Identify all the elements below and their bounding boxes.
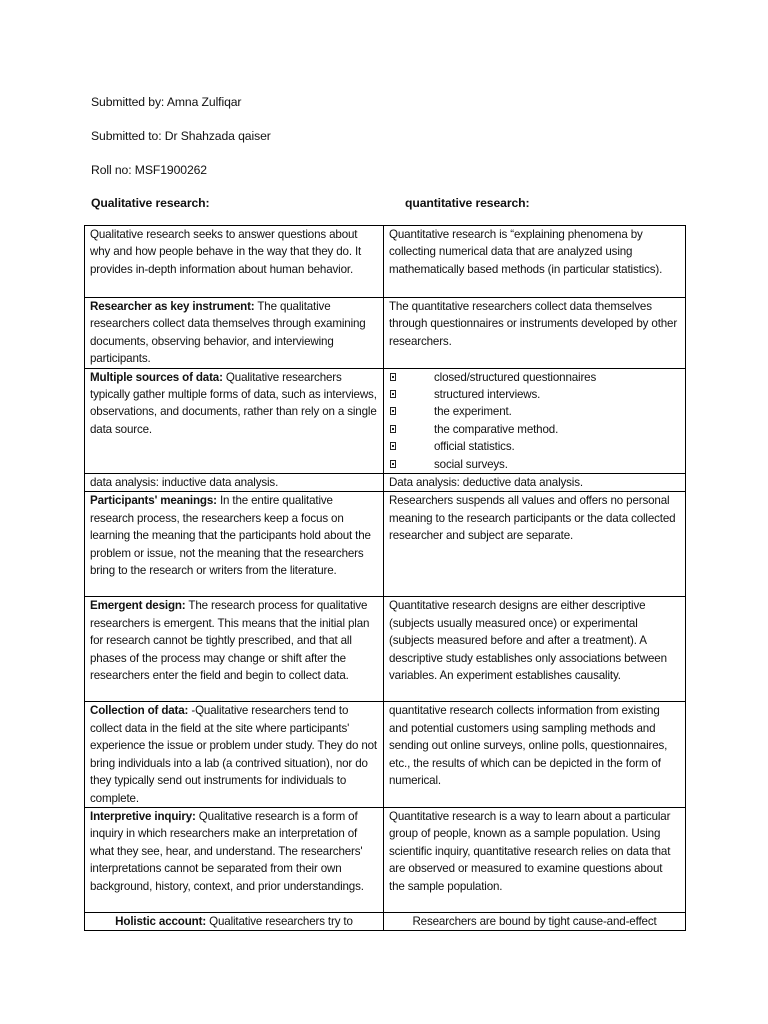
cell-text: The quantitative researchers collect data themselves through questionnaires or instruments developed by other researchers. bbox=[389, 300, 678, 348]
list-item bbox=[389, 456, 680, 473]
cell-text: data analysis: inductive data analysis. bbox=[90, 476, 279, 490]
cell-label: Researcher as key instrument: bbox=[90, 300, 255, 313]
quantitative-cell bbox=[384, 912, 686, 930]
quantitative-cell bbox=[384, 702, 686, 807]
cell-text: The qualitative researchers collect data themselves through examining documents, observing behavior, and interviewing participants. bbox=[90, 300, 366, 366]
table-row bbox=[85, 226, 686, 298]
list-item-text: official statistics. bbox=[434, 440, 515, 454]
table-row bbox=[85, 597, 686, 702]
cell-label: Interpretive inquiry: bbox=[90, 809, 196, 823]
bullet-icon bbox=[390, 425, 396, 433]
list-item-text: closed/structured questionnaires bbox=[434, 370, 597, 384]
cell-text: Quantitative research is “explaining phenomena by collecting numerical data that are analyzed using mathematically based methods (in particular statistics). bbox=[389, 228, 663, 276]
cell-label: Emergent design: bbox=[90, 599, 186, 613]
table-row bbox=[85, 702, 686, 807]
list-item-text: structured interviews. bbox=[434, 388, 541, 402]
list-item bbox=[389, 386, 680, 403]
quantitative-cell bbox=[384, 474, 686, 492]
list-item-text: the comparative method. bbox=[434, 422, 559, 436]
quantitative-cell bbox=[384, 597, 686, 702]
cell-text: Qualitative research seeks to answer questions about why and how people behave in the way that they do. It provides in-depth information about human behavior. bbox=[90, 228, 362, 276]
submitted-by: Submitted by: Amna Zulfiqar bbox=[91, 95, 242, 109]
cell-label: Multiple sources of data: bbox=[90, 370, 223, 384]
cell-label: Participants' meanings: bbox=[90, 494, 217, 508]
cell-label: Holistic account: bbox=[115, 914, 207, 928]
list-item bbox=[389, 421, 680, 438]
cell-text: Qualitative researchers try to bbox=[206, 914, 353, 928]
cell-text: quantitative research collects information from existing and potential customers using sampling methods and sending out online surveys, online polls, questionnaires, etc., the results of which can be depicted in the form of numerical. bbox=[389, 704, 668, 788]
cell-text: Quantitative research designs are either descriptive (subjects usually measured once) or experimental (subjects measured before and after a treatment). A descriptive study establishes only associations between variables. An experiment establishes causality. bbox=[389, 599, 667, 683]
bullet-icon bbox=[390, 460, 396, 468]
quantitative-heading: quantitative research: bbox=[405, 196, 530, 210]
qualitative-cell bbox=[85, 807, 384, 912]
quantitative-cell bbox=[384, 368, 686, 473]
list-item bbox=[389, 438, 680, 455]
cell-text: Researchers suspends all values and offers no personal meaning to the research participants or the data collected researcher and subject are separate. bbox=[389, 494, 676, 543]
bullet-icon bbox=[390, 407, 396, 415]
list-item-text: the experiment. bbox=[434, 405, 512, 419]
cell-text: Quantitative research is a way to learn about a particular group of people, known as a sample population. Using scientific inquiry, quantitative research relies on data that are observed or measured to examine questions about the sample population. bbox=[389, 809, 671, 893]
bullet-icon bbox=[390, 442, 396, 450]
cell-text: In the entire qualitative research process, the researchers keep a focus on learning the meaning that the participants hold about the problem or issue, not the meaning that the researchers bring to the research or writers from the literature. bbox=[90, 494, 371, 578]
qualitative-cell bbox=[85, 298, 384, 369]
cell-text: Qualitative researchers typically gather multiple forms of data, such as interviews, observations, and documents, rather than rely on a single data source. bbox=[90, 370, 377, 436]
qualitative-cell bbox=[85, 597, 384, 702]
roll-number: Roll no: MSF1900262 bbox=[91, 163, 207, 177]
qualitative-cell bbox=[85, 702, 384, 807]
qualitative-cell bbox=[85, 368, 384, 473]
cell-text: Researchers are bound by tight cause-and-effect bbox=[412, 914, 657, 928]
table-row bbox=[85, 368, 686, 473]
quantitative-cell bbox=[384, 492, 686, 597]
list-item bbox=[389, 403, 680, 420]
table-row bbox=[85, 912, 686, 930]
qualitative-cell bbox=[85, 226, 384, 298]
cell-text: Qualitative research is a form of inquiry in which researchers make an interpretation of what they see, hear, and understand. The researchers' interpretations cannot be separated from their own background, history, context, and prior understandings. bbox=[90, 809, 364, 893]
table-row bbox=[85, 298, 686, 369]
qualitative-cell bbox=[85, 912, 384, 930]
cell-label: Collection of data: bbox=[90, 704, 189, 718]
quantitative-cell bbox=[384, 298, 686, 369]
table-row bbox=[85, 807, 686, 912]
cell-text: -Qualitative researchers tend to collect data in the field at the site where participants' experience the issue or problem under study. They do not bring individuals into a lab (a contrived situation), nor do they typically send out instruments for individuals to complete. bbox=[90, 704, 377, 805]
submitted-to: Submitted to: Dr Shahzada qaiser bbox=[91, 129, 271, 143]
quantitative-cell bbox=[384, 807, 686, 912]
comparison-table bbox=[84, 225, 686, 931]
table-row bbox=[85, 474, 686, 492]
list-item-text: social surveys. bbox=[434, 457, 508, 471]
qualitative-cell bbox=[85, 492, 384, 597]
bullet-icon bbox=[390, 390, 396, 398]
cell-text: Data analysis: deductive data analysis. bbox=[389, 476, 583, 490]
qualitative-heading: Qualitative research: bbox=[91, 196, 210, 210]
bullet-icon bbox=[390, 373, 396, 381]
cell-text: The research process for qualitative researchers is emergent. This means that the initial plan for research cannot be tightly prescribed, and that all phases of the process may change or shift after the researchers enter the field and begin to collect data. bbox=[90, 599, 370, 683]
qualitative-cell bbox=[85, 474, 384, 492]
list-item bbox=[389, 369, 680, 386]
table-row bbox=[85, 492, 686, 597]
quantitative-methods-list bbox=[389, 369, 680, 473]
quantitative-cell bbox=[384, 226, 686, 298]
